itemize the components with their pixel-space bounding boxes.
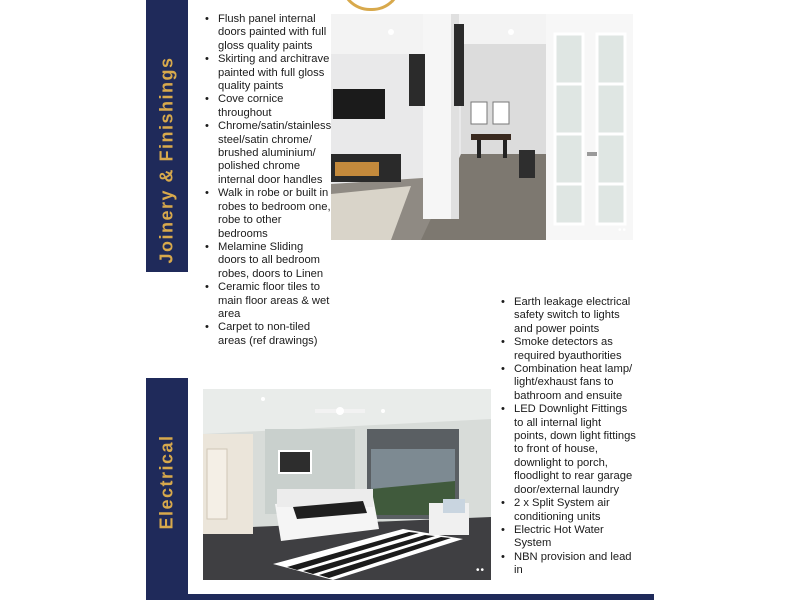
electrical-item: • Smoke detectors as required byauthorities <box>499 336 637 363</box>
logo-arc <box>340 0 402 11</box>
joinery-item: • Cove cornice throughout <box>203 93 331 120</box>
joinery-item: • Walk in robe or built in robes to bedroom one, robe to other bedrooms <box>203 187 331 241</box>
electrical-item: • NBN provision and lead in <box>499 551 637 578</box>
electrical-item: • Earth leakage electrical safety switch to lights and power points <box>499 296 637 336</box>
joinery-list <box>203 13 331 348</box>
bedroom-photo <box>203 389 491 580</box>
joinery-item: • Chrome/satin/stainless steel/satin chrome/ brushed aluminium/ polished chrome internal door handles <box>203 120 331 187</box>
electrical-list <box>499 296 637 578</box>
living-room-photo <box>331 14 633 240</box>
joinery-item: • Carpet to non-tiled areas (ref drawings) <box>203 321 331 348</box>
joinery-item: • Melamine Sliding doors to all bedroom robes, doors to Linen <box>203 241 331 281</box>
photo-indicator: •• <box>475 565 485 576</box>
joinery-item: • Ceramic floor tiles to main floor areas & wet area <box>203 281 331 321</box>
joinery-heading: Joinery & Finishings <box>156 56 177 264</box>
electrical-item: • Electric Hot Water System <box>499 524 637 551</box>
electrical-item: • Combination heat lamp/ light/exhaust fans to bathroom and ensuite <box>499 363 637 403</box>
photo-indicator: •• <box>617 225 627 236</box>
electrical-item: • 2 x Split System air conditioning units <box>499 497 637 524</box>
joinery-item: • Flush panel internal doors painted with full gloss quality paints <box>203 13 331 53</box>
electrical-item: • LED Downlight Fittings to all internal light points, down light fittings to front of house, downlight to porch, floodlight to rear garage door/external laundry <box>499 403 637 497</box>
footer-rule <box>146 594 654 600</box>
electrical-heading: Electrical <box>156 434 177 530</box>
joinery-item: • Skirting and architrave painted with full gloss quality paints <box>203 53 331 93</box>
